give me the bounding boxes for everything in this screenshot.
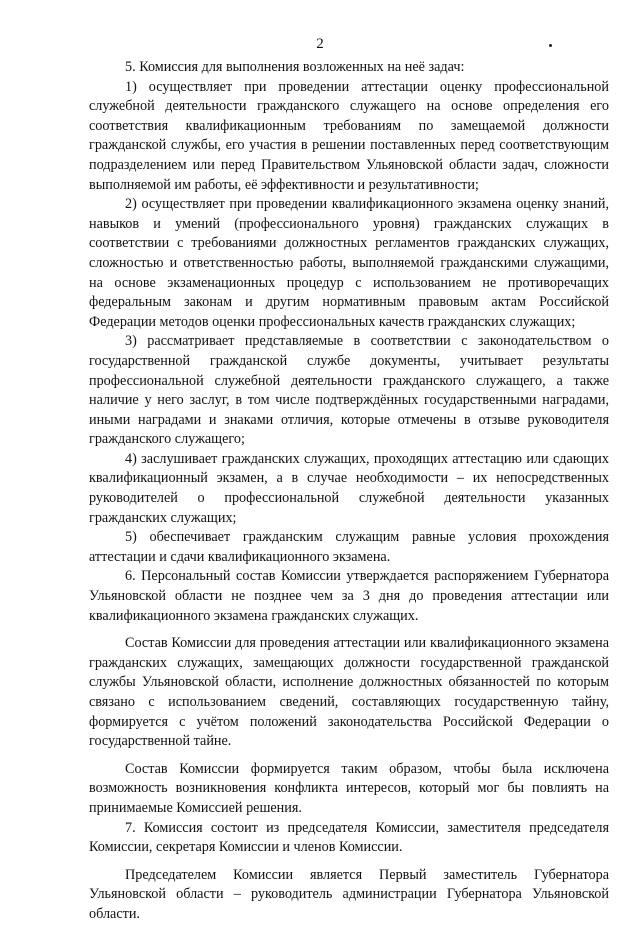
paragraph-5-2: 2) осуществляет при проведении квалификационного экзамена оценку знаний, навыков и умений (профессионального уровня) гражданских служащих в соответствии с требованиями должностных регламентов гражданских служащих, сложностью и ответственностью работы, выполняемой гражданскими служащими, на основе экзаменационных процедур с использованием не противоречащих федеральным законам и другим нормативным правовым актам Российской Федерации методов оценки профессиональных качеств гражданских служащих; [89,196,609,330]
paragraph-6-conflict: Состав Комиссии формируется таким образом, чтобы была исключена возможность возникновения конфликта интересов, который мог бы повлиять на принимаемые Комиссией решения. [89,760,609,816]
paragraph-5-intro: 5. Комиссия для выполнения возложенных на неё задач: [125,59,465,75]
paragraph-5-5: 5) обеспечивает гражданским служащим равные условия прохождения аттестации и сдачи квалификационного экзамена. [89,529,609,565]
paragraph-5-1: 1) осуществляет при проведении аттестации оценку профессиональной служебной деятельности гражданского служащего на основе определения его соответствия квалификационным требованиям по замещаемой должности гражданской службы, его участия в решении поставленных перед соответствующим подразделением или перед Правительством Ульяновской области задач, сложности выполняемой им работы, её эффективности и результативности; [89,78,609,193]
paragraph-6-secret: Состав Комиссии для проведения аттестации или квалификационного экзамена гражданских служащих, замещающих должности государственной гражданской службы Ульяновской области, исполнение должностных обязанностей по которым связано с использованием сведений, составляющих государственную тайну, формируется с учётом положений законодательства Российской Федерации о государственной тайне. [89,635,609,750]
page-number: 2 [316,36,324,52]
paragraph-5-3: 3) рассматривает представляемые в соответствии с законодательством о государственной гражданской службе документы, учитывает результаты профессиональной служебной деятельности гражданского служащего, а также наличие у него заслуг, в том числе подтверждённых государственными наградами, иными наградами и знаками отличия, которые отмечены в отзыве руководителя гражданского служащего; [89,333,609,448]
paragraph-5-4: 4) заслушивает гражданских служащих, проходящих аттестацию или сдающих квалификационный экзамен, а в случае необходимости – их непосредственных руководителей о профессиональной служебной деятельности указанных гражданских служащих; [89,450,609,526]
paragraph-6: 6. Персональный состав Комиссии утверждается распоряжением Губернатора Ульяновской области не позднее чем за 3 дня до проведения аттестации или квалификационного экзамена гражданских служащих. [89,568,609,624]
scan-speck [549,44,552,47]
paragraph-7: 7. Комиссия состоит из председателя Комиссии, заместителя председателя Комиссии, секретаря Комиссии и членов Комиссии. [89,819,609,856]
paragraph-7-chair: Председателем Комиссии является Первый заместитель Губернатора Ульяновской области – руководитель администрации Губернатора Ульяновской области. [89,866,609,922]
document-body [89,58,609,925]
